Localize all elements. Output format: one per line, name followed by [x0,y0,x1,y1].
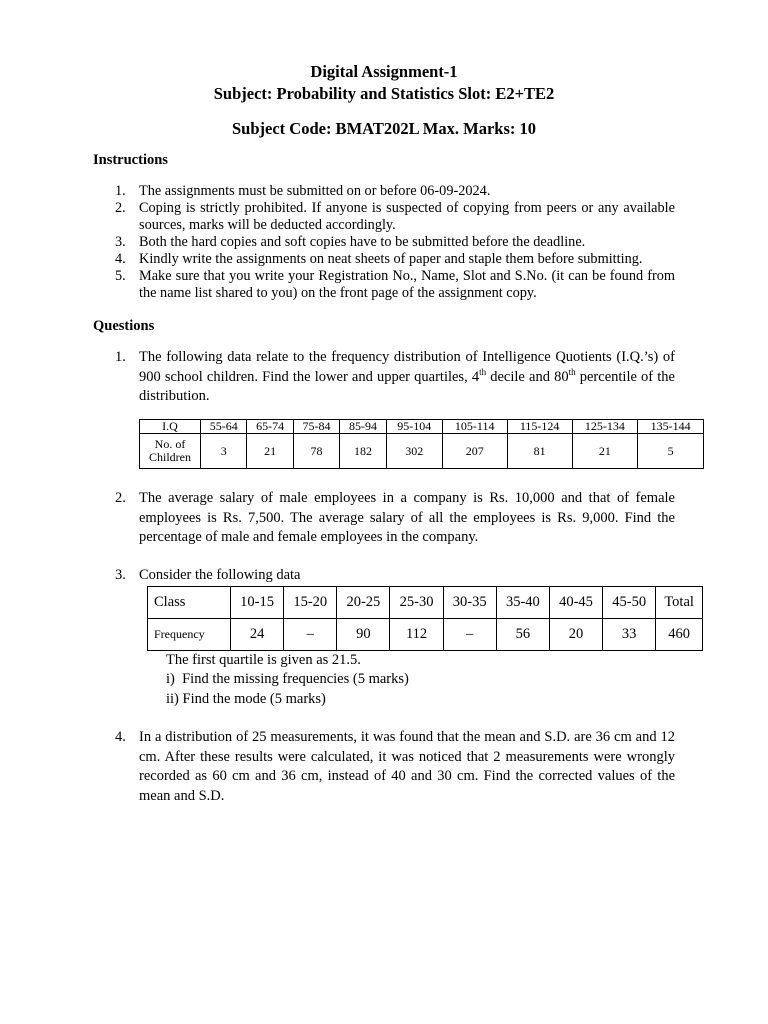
table-row [148,619,703,651]
table-cell: 75-84 [293,420,339,434]
table-cell: 90 [337,619,390,651]
table-row [148,587,703,619]
table-cell: 30-35 [443,587,496,619]
document-title: Digital Assignment-1 [310,62,458,81]
table-cell: 5 [638,434,704,469]
question-3: 3. Consider the following data [115,567,301,583]
table-cell: 35-40 [496,587,549,619]
instruction-item: 5. Make sure that you write your Registration No., Name, Slot and S.No. (it can be found from the name list shared to you) on the front page of the assignment copy. [115,268,675,301]
sub-question-ii: ii) Find the mode (5 marks) [166,691,326,707]
table-cell: 81 [507,434,572,469]
table-cell: 45-50 [603,587,656,619]
question-2: 2. The average salary of male employees in a company is Rs. 10,000 and that of female employees is Rs. 7,500. The average salary of all the employees is Rs. 9,000. Find the percentage of male and female employees in the company. [115,490,675,545]
table-cell: 21 [572,434,638,469]
table-cell: Class [148,587,231,619]
table-cell: 125-134 [572,420,638,434]
table-cell: – [443,619,496,651]
subject-code-line: Subject Code: BMAT202L Max. Marks: 10 [231,119,536,138]
table-cell: 112 [390,619,443,651]
table-cell: 20-25 [337,587,390,619]
table-cell: Frequency [148,619,231,651]
table-cell: 15-20 [284,587,337,619]
table-cell: 302 [386,434,442,469]
table-cell: 207 [442,434,507,469]
table-cell: 115-124 [507,420,572,434]
instruction-item: 4. Kindly write the assignments on neat sheets of paper and staple them before submitting. [115,251,643,267]
question-1: 1. The following data relate to the frequency distribution of Intelligence Quotients (I.Q.’s) of 900 school children. Find the lower and upper quartiles, 4th decile and 80th percentile of the distribution. [115,349,675,404]
table-cell: 182 [340,434,386,469]
class-frequency-table [147,586,703,651]
subject-line: Subject: Probability and Statistics Slot: E2+TE2 [213,84,555,103]
table-cell: 460 [656,619,703,651]
table-cell: 20 [549,619,602,651]
table-cell: 25-30 [390,587,443,619]
table-cell: No. of Children [140,434,201,469]
table-cell: 33 [603,619,656,651]
table-row [140,434,704,469]
instruction-item: 2. Coping is strictly prohibited. If anyone is suspected of copying from peers or any available sources, marks will be deducted accordingly. [115,200,675,233]
table-cell: 10-15 [231,587,284,619]
instructions-list [115,183,675,302]
table-cell: 24 [231,619,284,651]
table-cell: 56 [496,619,549,651]
table-cell: 40-45 [549,587,602,619]
table-cell: 85-94 [340,420,386,434]
table-cell: 21 [247,434,293,469]
questions-heading: Questions [93,318,155,334]
table-cell: 3 [201,434,247,469]
table-cell: 55-64 [201,420,247,434]
quartile-note: The first quartile is given as 21.5. [166,652,361,668]
table-cell: 65-74 [247,420,293,434]
table-cell: 78 [293,434,339,469]
sub-question-i: i) Find the missing frequencies (5 marks) [166,671,409,687]
instructions-heading: Instructions [93,152,168,168]
table-cell: I.Q [140,420,201,434]
instruction-item: 3. Both the hard copies and soft copies have to be submitted before the deadline. [115,234,586,250]
iq-frequency-table [139,419,704,469]
table-cell: – [284,619,337,651]
table-cell: 95-104 [386,420,442,434]
table-cell: Total [656,587,703,619]
table-cell: 105-114 [442,420,507,434]
table-cell: 135-144 [638,420,704,434]
table-row [140,420,704,434]
instruction-item: 1. The assignments must be submitted on or before 06-09-2024. [115,183,491,199]
question-4: 4. In a distribution of 25 measurements, it was found that the mean and S.D. are 36 cm and 12 cm. After these results were calculated, it was noticed that 2 measurements were wrongly recorded as 60 cm and 36 cm, instead of 40 and 30 cm. Find the corrected values of the mean and S.D. [115,729,675,804]
